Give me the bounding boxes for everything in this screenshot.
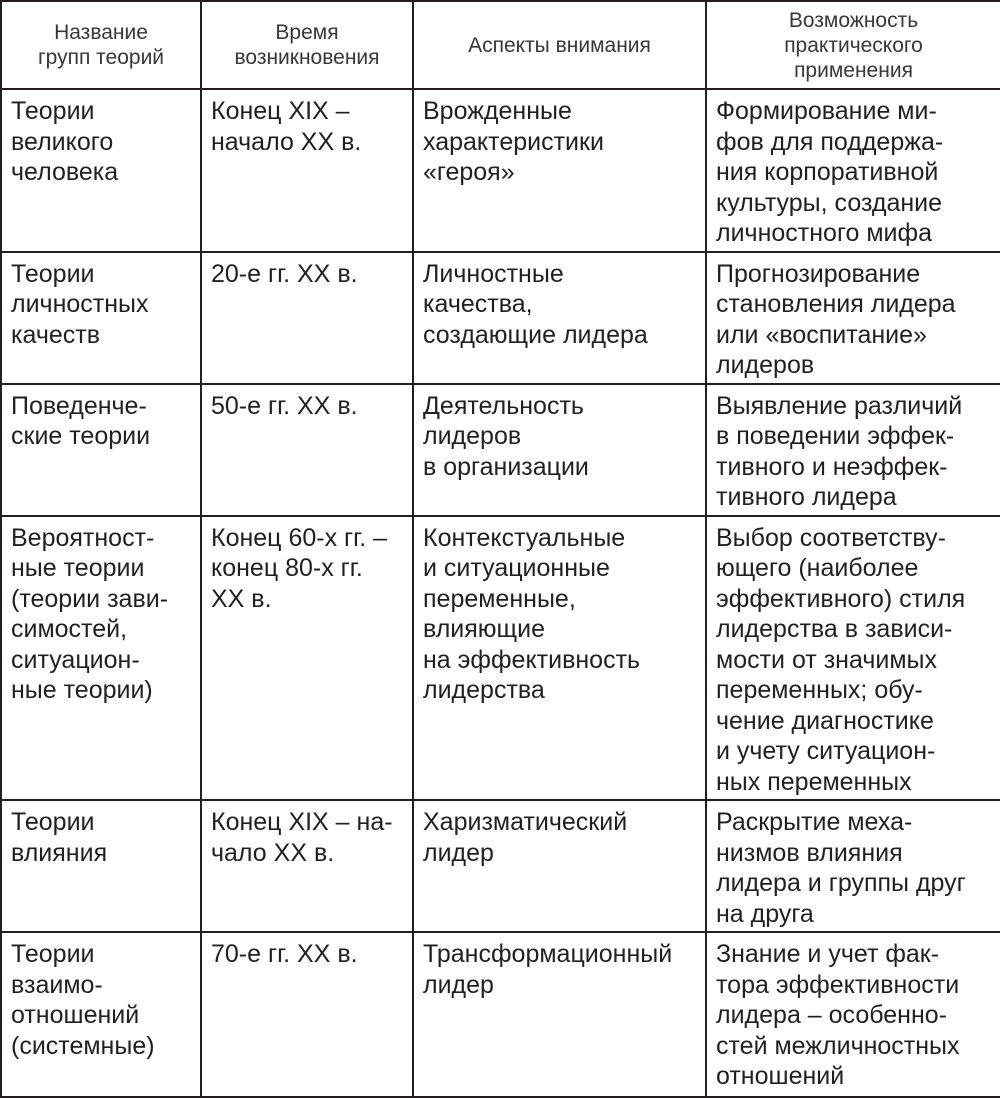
- cell-theory-group: Теории личностных качеств: [1, 252, 201, 384]
- cell-theory-group: Теории великого человека: [1, 89, 201, 252]
- cell-origin-time: Конец XIX – на- чало XX в.: [201, 800, 413, 932]
- cell-practical-use: Знание и учет фак- тора эффективности лидера – особенно- стей межличностных отношений: [706, 932, 1000, 1097]
- cell-origin-time: Конец 60-х гг. – конец 80-х гг. XX в.: [201, 516, 413, 801]
- cell-theory-group: Вероятност- ные теории (теории зави- симостей, ситуацион- ные теории): [1, 516, 201, 801]
- cell-practical-use: Формирование ми- фов для поддержа- ния корпоративной культуры, создание личностного мифа: [706, 89, 1000, 252]
- cell-focus-aspects: Харизматический лидер: [413, 800, 706, 932]
- cell-origin-time: 20-е гг. XX в.: [201, 252, 413, 384]
- cell-origin-time: 70-е гг. XX в.: [201, 932, 413, 1097]
- cell-focus-aspects: Трансформационный лидер: [413, 932, 706, 1097]
- table-row: [1, 516, 1000, 801]
- cell-theory-group: Теории взаимо- отношений (системные): [1, 932, 201, 1097]
- table-row: [1, 932, 1000, 1097]
- header-origin-time: Время возникновения: [201, 1, 413, 89]
- cell-practical-use: Раскрытие меха- низмов влияния лидера и группы друг на друга: [706, 800, 1000, 932]
- cell-theory-group: Поведенче- ские теории: [1, 384, 201, 516]
- cell-focus-aspects: Контекстуальные и ситуационные переменные, влияющие на эффективность лидерства: [413, 516, 706, 801]
- cell-focus-aspects: Врожденные характеристики «героя»: [413, 89, 706, 252]
- header-focus-aspects: Аспекты внимания: [413, 1, 706, 89]
- cell-practical-use: Прогнозирование становления лидера или «воспитание» лидеров: [706, 252, 1000, 384]
- header-row: [1, 1, 1000, 89]
- table-row: [1, 89, 1000, 252]
- header-practical-use: Возможность практического применения: [706, 1, 1000, 89]
- cell-focus-aspects: Личностные качества, создающие лидера: [413, 252, 706, 384]
- table-row: [1, 252, 1000, 384]
- cell-origin-time: 50-е гг. XX в.: [201, 384, 413, 516]
- header-theory-group: Название групп теорий: [1, 1, 201, 89]
- cell-practical-use: Выбор соответству- ющего (наиболее эффективного) стиля лидерства в зависи- мости от значимых переменных; обу- чение диагностике и учету ситуацион- ных переменных: [706, 516, 1000, 801]
- table-row: [1, 384, 1000, 516]
- cell-origin-time: Конец XIX – начало XX в.: [201, 89, 413, 252]
- table-row: [1, 800, 1000, 932]
- cell-theory-group: Теории влияния: [1, 800, 201, 932]
- cell-focus-aspects: Деятельность лидеров в организации: [413, 384, 706, 516]
- cell-practical-use: Выявление различий в поведении эффек- тивного и неэффек- тивного лидера: [706, 384, 1000, 516]
